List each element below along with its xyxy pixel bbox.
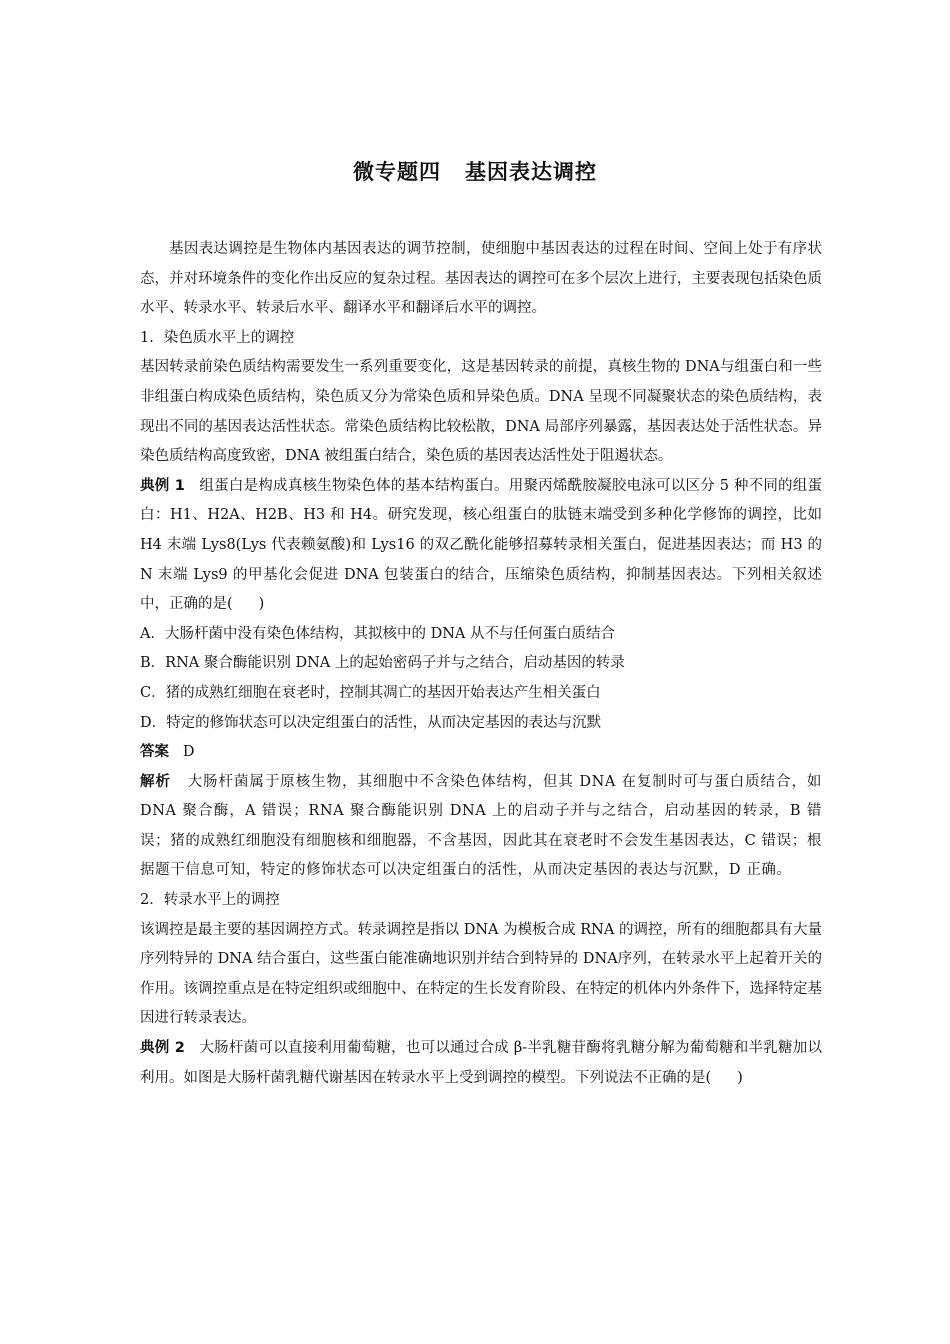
answer-value: D [182, 744, 195, 761]
section1-heading: 1．染色质水平上的调控 [140, 329, 295, 346]
page-title [0, 156, 950, 188]
section2-body: 该调控是最主要的基因调控方式。转录调控是指以 DNA 为模板合成 RNA 的调控，所有的细胞都具有大量序列特异的 DNA 结合蛋白，这些蛋白能准确地识别并结合到特异的 DNA序列，在转录水平上起着开关的作用。该调控重点是在特定组织或细胞中、在特定的生长发育阶段、在特定的机体内外条件下，选择特定基因进行转录表达。 [140, 921, 822, 1027]
example1-option-b: B．RNA 聚合酶能识别 DNA 上的起始密码子并与之结合，启动基因的转录 [140, 655, 625, 672]
example1-answer [140, 738, 822, 768]
example2-stem-text: 大肠杆菌可以直接利用葡萄糖，也可以通过合成 β-半乳糖苷酶将乳糖分解为葡萄糖和半乳糖加以利用。如图是大肠杆菌乳糖代谢基因在转录水平上受到调控的模型。下列说法不正确的是( [140, 1040, 823, 1086]
example1-label: 典例 1 [140, 477, 185, 494]
example1-stem-end: ) [258, 596, 265, 613]
example1-stem [140, 472, 822, 620]
section1-body: 基因转录前染色质结构需要发生一系列重要变化，这是基因转录的前提，真核生物的 DNA与组蛋白和一些非组蛋白构成染色质结构，染色质又分为常染色质和异染色质。DNA 呈现不同凝聚状态的染色质结构，表现出不同的基因表达活性状态。常染色质结构比较松散，DNA 局部序列暴露，基因表达处于活性状态。异染色质结构高度致密，DNA 被组蛋白结合，染色质的基因表达活性处于阻遏状态。 [140, 359, 822, 465]
document-body [140, 235, 822, 1093]
example1-analysis [140, 768, 822, 886]
example2-stem-end: ) [737, 1069, 743, 1086]
example2-stem [140, 1034, 822, 1093]
example1-option-a: A．大肠杆菌中没有染色体结构，其拟核中的 DNA 从不与任何蛋白质结合 [140, 625, 615, 642]
example2-label: 典例 2 [140, 1040, 185, 1057]
intro-paragraph: 基因表达调控是生物体内基因表达的调节控制，使细胞中基因表达的过程在时间、空间上处于有序状态，并对环境条件的变化作出反应的复杂过程。基因表达的调控可在多个层次上进行，主要表现包括染色质水平、转录水平、转录后水平、翻译水平和翻译后水平的调控。 [140, 241, 822, 317]
analysis-text: 大肠杆菌属于原核生物，其细胞中不含染色体结构，但其 DNA 在复制时可与蛋白质结合，如 DNA 聚合酶，A 错误；RNA 聚合酶能识别 DNA 上的启动子并与之结合，启动基因的转录，B 错误；猪的成熟红细胞没有细胞核和细胞器，不含基因，因此其在衰老时不会发生基因表达，C 错误；根据题干信息可知，特定的修饰状态可以决定组蛋白的活性，从而决定基因的表达与沉默，D 正确。 [140, 773, 822, 879]
example1-option-d: D．特定的修饰状态可以决定组蛋白的活性，从而决定基因的表达与沉默 [140, 714, 602, 731]
title-part1: 微专题四 [353, 160, 441, 184]
example1-option-c: C．猪的成熟红细胞在衰老时，控制其凋亡的基因开始表达产生相关蛋白 [140, 684, 601, 701]
title-part2: 基因表达调控 [465, 160, 597, 184]
answer-label: 答案 [140, 744, 169, 761]
section2-heading: 2．转录水平上的调控 [140, 892, 280, 909]
example1-stem-text: 组蛋白是构成真核生物染色体的基本结构蛋白。用聚丙烯酰胺凝胶电泳可以区分 5 种不同的组蛋白：H1、H2A、H2B、H3 和 H4。研究发现，核心组蛋白的肽链末端受到多种化学修饰的调控，比如 H4 末端 Lys8(Lys 代表赖氨酸)和 Lys16 的双乙酰化能够招募转录相关蛋白，促进基因表达；而 H3 的 N 末端 Lys9 的甲基化会促进 DNA 包装蛋白的结合，压缩染色质结构，抑制基因表达。下列相关叙述中，正确的是( [140, 477, 823, 613]
analysis-label: 解析 [140, 773, 171, 790]
